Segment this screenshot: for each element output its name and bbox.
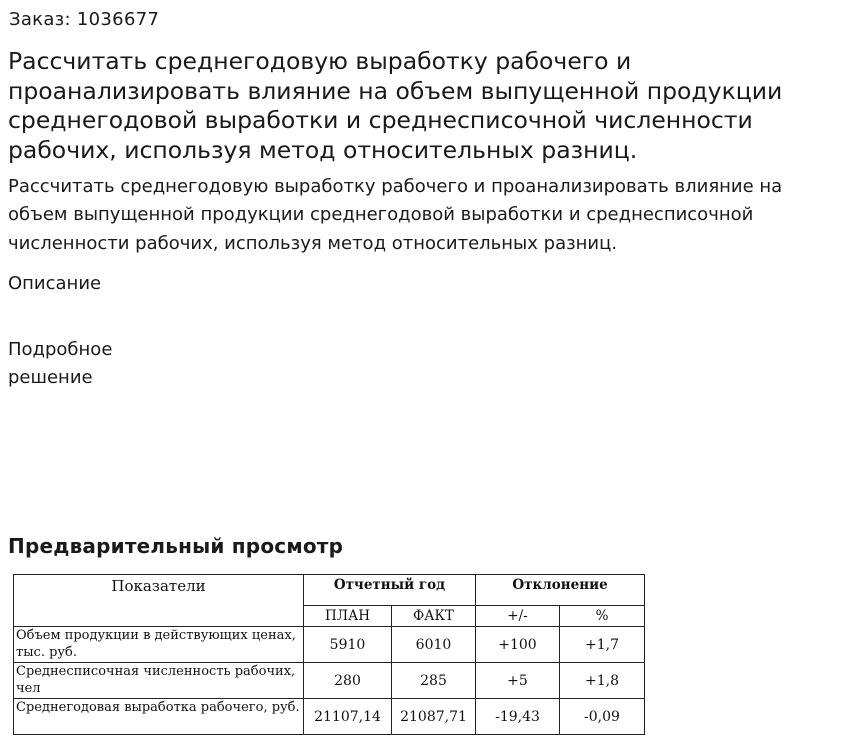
subheader-abs-deviation: +/- (476, 606, 560, 627)
cell-pct: -0,09 (560, 699, 645, 735)
description-section-label: Описание (8, 273, 102, 294)
cell-abs: +100 (476, 627, 560, 663)
table-row (14, 627, 645, 663)
cell-fact: 21087,71 (392, 699, 476, 735)
header-indicator: Показатели (14, 575, 304, 627)
task-description: Рассчитать среднегодовую выработку рабочего и проанализировать влияние на объем выпущенной продукции среднегодовой выработки и среднесписочной численности рабочих, используя метод относительных разниц. (8, 176, 783, 254)
task-headline: Рассчитать среднегодовую выработку рабочего и проанализировать влияние на объем выпущенной продукции среднегодовой выработки и среднесписочной численности рабочих, используя метод относительных разниц. (8, 47, 783, 164)
header-deviation: Отклонение (476, 575, 645, 606)
cell-plan: 5910 (304, 627, 392, 663)
table-row (14, 699, 645, 735)
subheader-fact: ФАКТ (392, 606, 476, 627)
header-reporting-year: Отчетный год (304, 575, 476, 606)
subheader-pct-deviation: % (560, 606, 645, 627)
cell-abs: -19,43 (476, 699, 560, 735)
order-number: Заказ: 1036677 (9, 9, 160, 30)
detailed-solution-label: Подробное решение (8, 339, 113, 388)
cell-abs: +5 (476, 663, 560, 699)
preview-table (13, 574, 645, 735)
cell-fact: 285 (392, 663, 476, 699)
cell-plan: 21107,14 (304, 699, 392, 735)
preview-title: Предварительный просмотр (8, 534, 344, 558)
row-name: Среднегодовая выработка рабочего, руб. (14, 699, 304, 735)
subheader-plan: ПЛАН (304, 606, 392, 627)
row-name: Объем продукции в действующих ценах, тыс. руб. (14, 627, 304, 663)
cell-plan: 280 (304, 663, 392, 699)
row-name: Среднесписочная численность рабочих, чел (14, 663, 304, 699)
cell-pct: +1,8 (560, 663, 645, 699)
table-row (14, 663, 645, 699)
cell-pct: +1,7 (560, 627, 645, 663)
cell-fact: 6010 (392, 627, 476, 663)
